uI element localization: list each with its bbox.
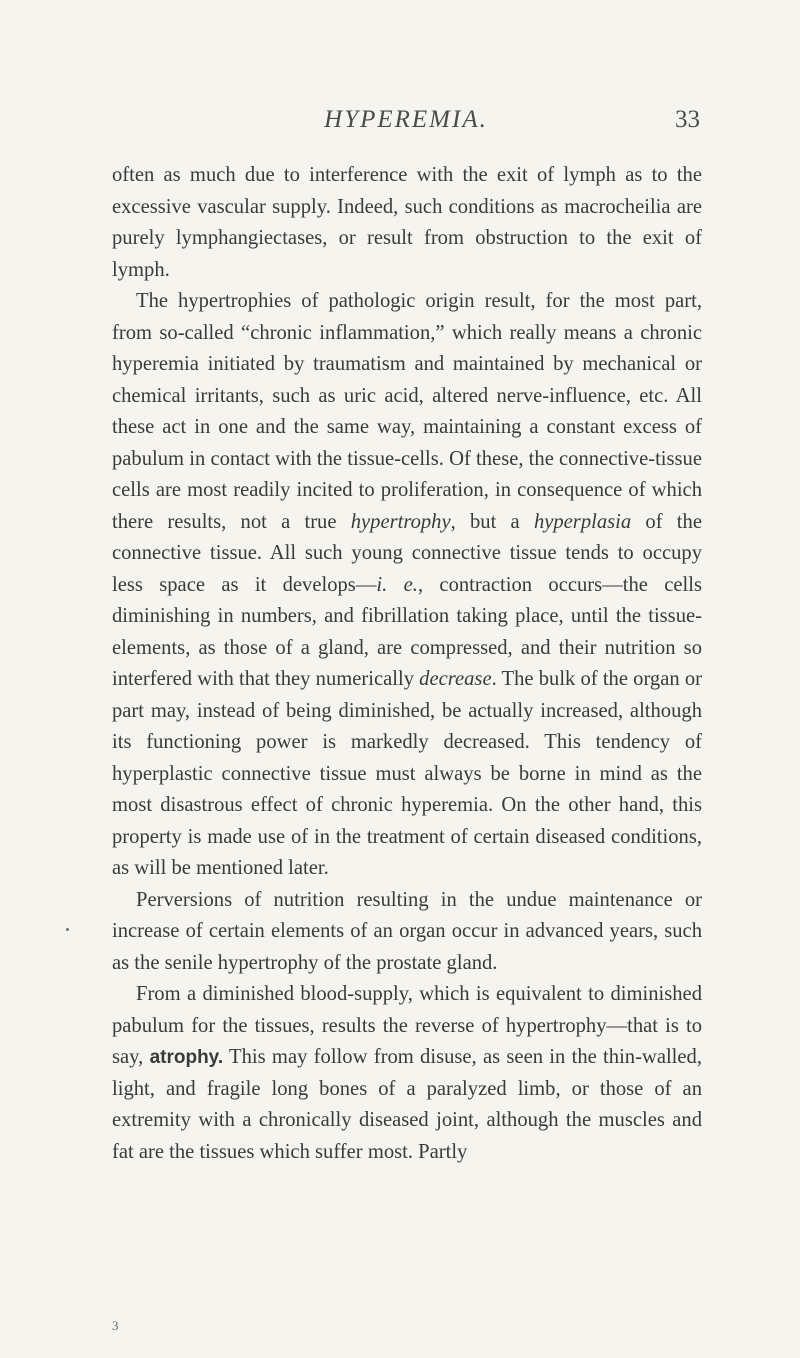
running-head-title: HYPEREMIA. xyxy=(324,106,488,133)
term-atrophy: atrophy. xyxy=(149,1047,224,1068)
text-run: From a diminished blood-supply, which is equivalent to diminished pabulum for the tissues, results the reverse of hypertrophy—that is to say, xyxy=(112,983,702,1068)
page-number: 33 xyxy=(675,106,700,133)
margin-mark xyxy=(66,928,69,931)
paragraph-hypertrophies xyxy=(112,286,702,885)
emphasis-decrease: decrease xyxy=(419,668,492,690)
paragraph-atrophy xyxy=(112,979,702,1168)
emphasis-hypertrophy: hypertrophy xyxy=(350,510,451,533)
emphasis-ie: i. e. xyxy=(376,573,418,596)
paragraph-continuation: often as much due to interference with the exit of lymph as to the excessive vascular supply. Indeed, such conditions as macrocheilia are purely lymphangiectases, or result from obstruction to the exit of lymph. xyxy=(112,164,702,281)
text-run: , contraction occurs—the cells diminishing in numbers, and fibrillation taking place, until the tissue-elements, as those of a gland, are compressed, and their nutrition so interfered with that they numerically xyxy=(112,573,702,690)
text-run: . The bulk of the organ or part may, instead of being diminished, be actually increased, although its functioning power is markedly decreased. This tendency of hyperplastic connective tissue must always be borne in mind as the most disastrous effect of chronic hyperemia. On the other hand, this property is made use of in the treatment of certain diseased conditions, as will be mentioned later. xyxy=(112,668,702,879)
text-run: The hypertrophies of pathologic origin result, for the most part, from so-called “chronic inflammation,” which really means a chronic hyperemia initiated by traumatism and maintained by mechanical or chemical irritants, such as uric acid, altered nerve-influence, etc. All these act in one and the same way, maintaining a constant excess of pabulum in contact with the tissue-cells. Of these, the connective-tissue cells are most readily incited to proliferation, in consequence of which there results, not a true xyxy=(112,290,702,533)
running-head xyxy=(112,106,700,146)
text-run: This may follow from disuse, as seen in the thin-walled, light, and fragile long bones of a paralyzed limb, or those of an extremity with a chronically diseased joint, although the muscles and fat are the tissues which suffer most. Partly xyxy=(112,1046,702,1163)
emphasis-hyperplasia: hyperplasia xyxy=(533,510,632,533)
text-run: , but a xyxy=(450,510,534,533)
paragraph-perversions: Perversions of nutrition resulting in the undue maintenance or increase of certain elements of an organ occur in advanced years, such as the senile hypertrophy of the prostate gland. xyxy=(112,888,702,974)
text-run: of the connective tissue. All such young connective tissue tends to occupy less space as it develops— xyxy=(112,510,702,596)
signature-mark: 3 xyxy=(112,1318,119,1333)
body-text xyxy=(112,160,702,1168)
